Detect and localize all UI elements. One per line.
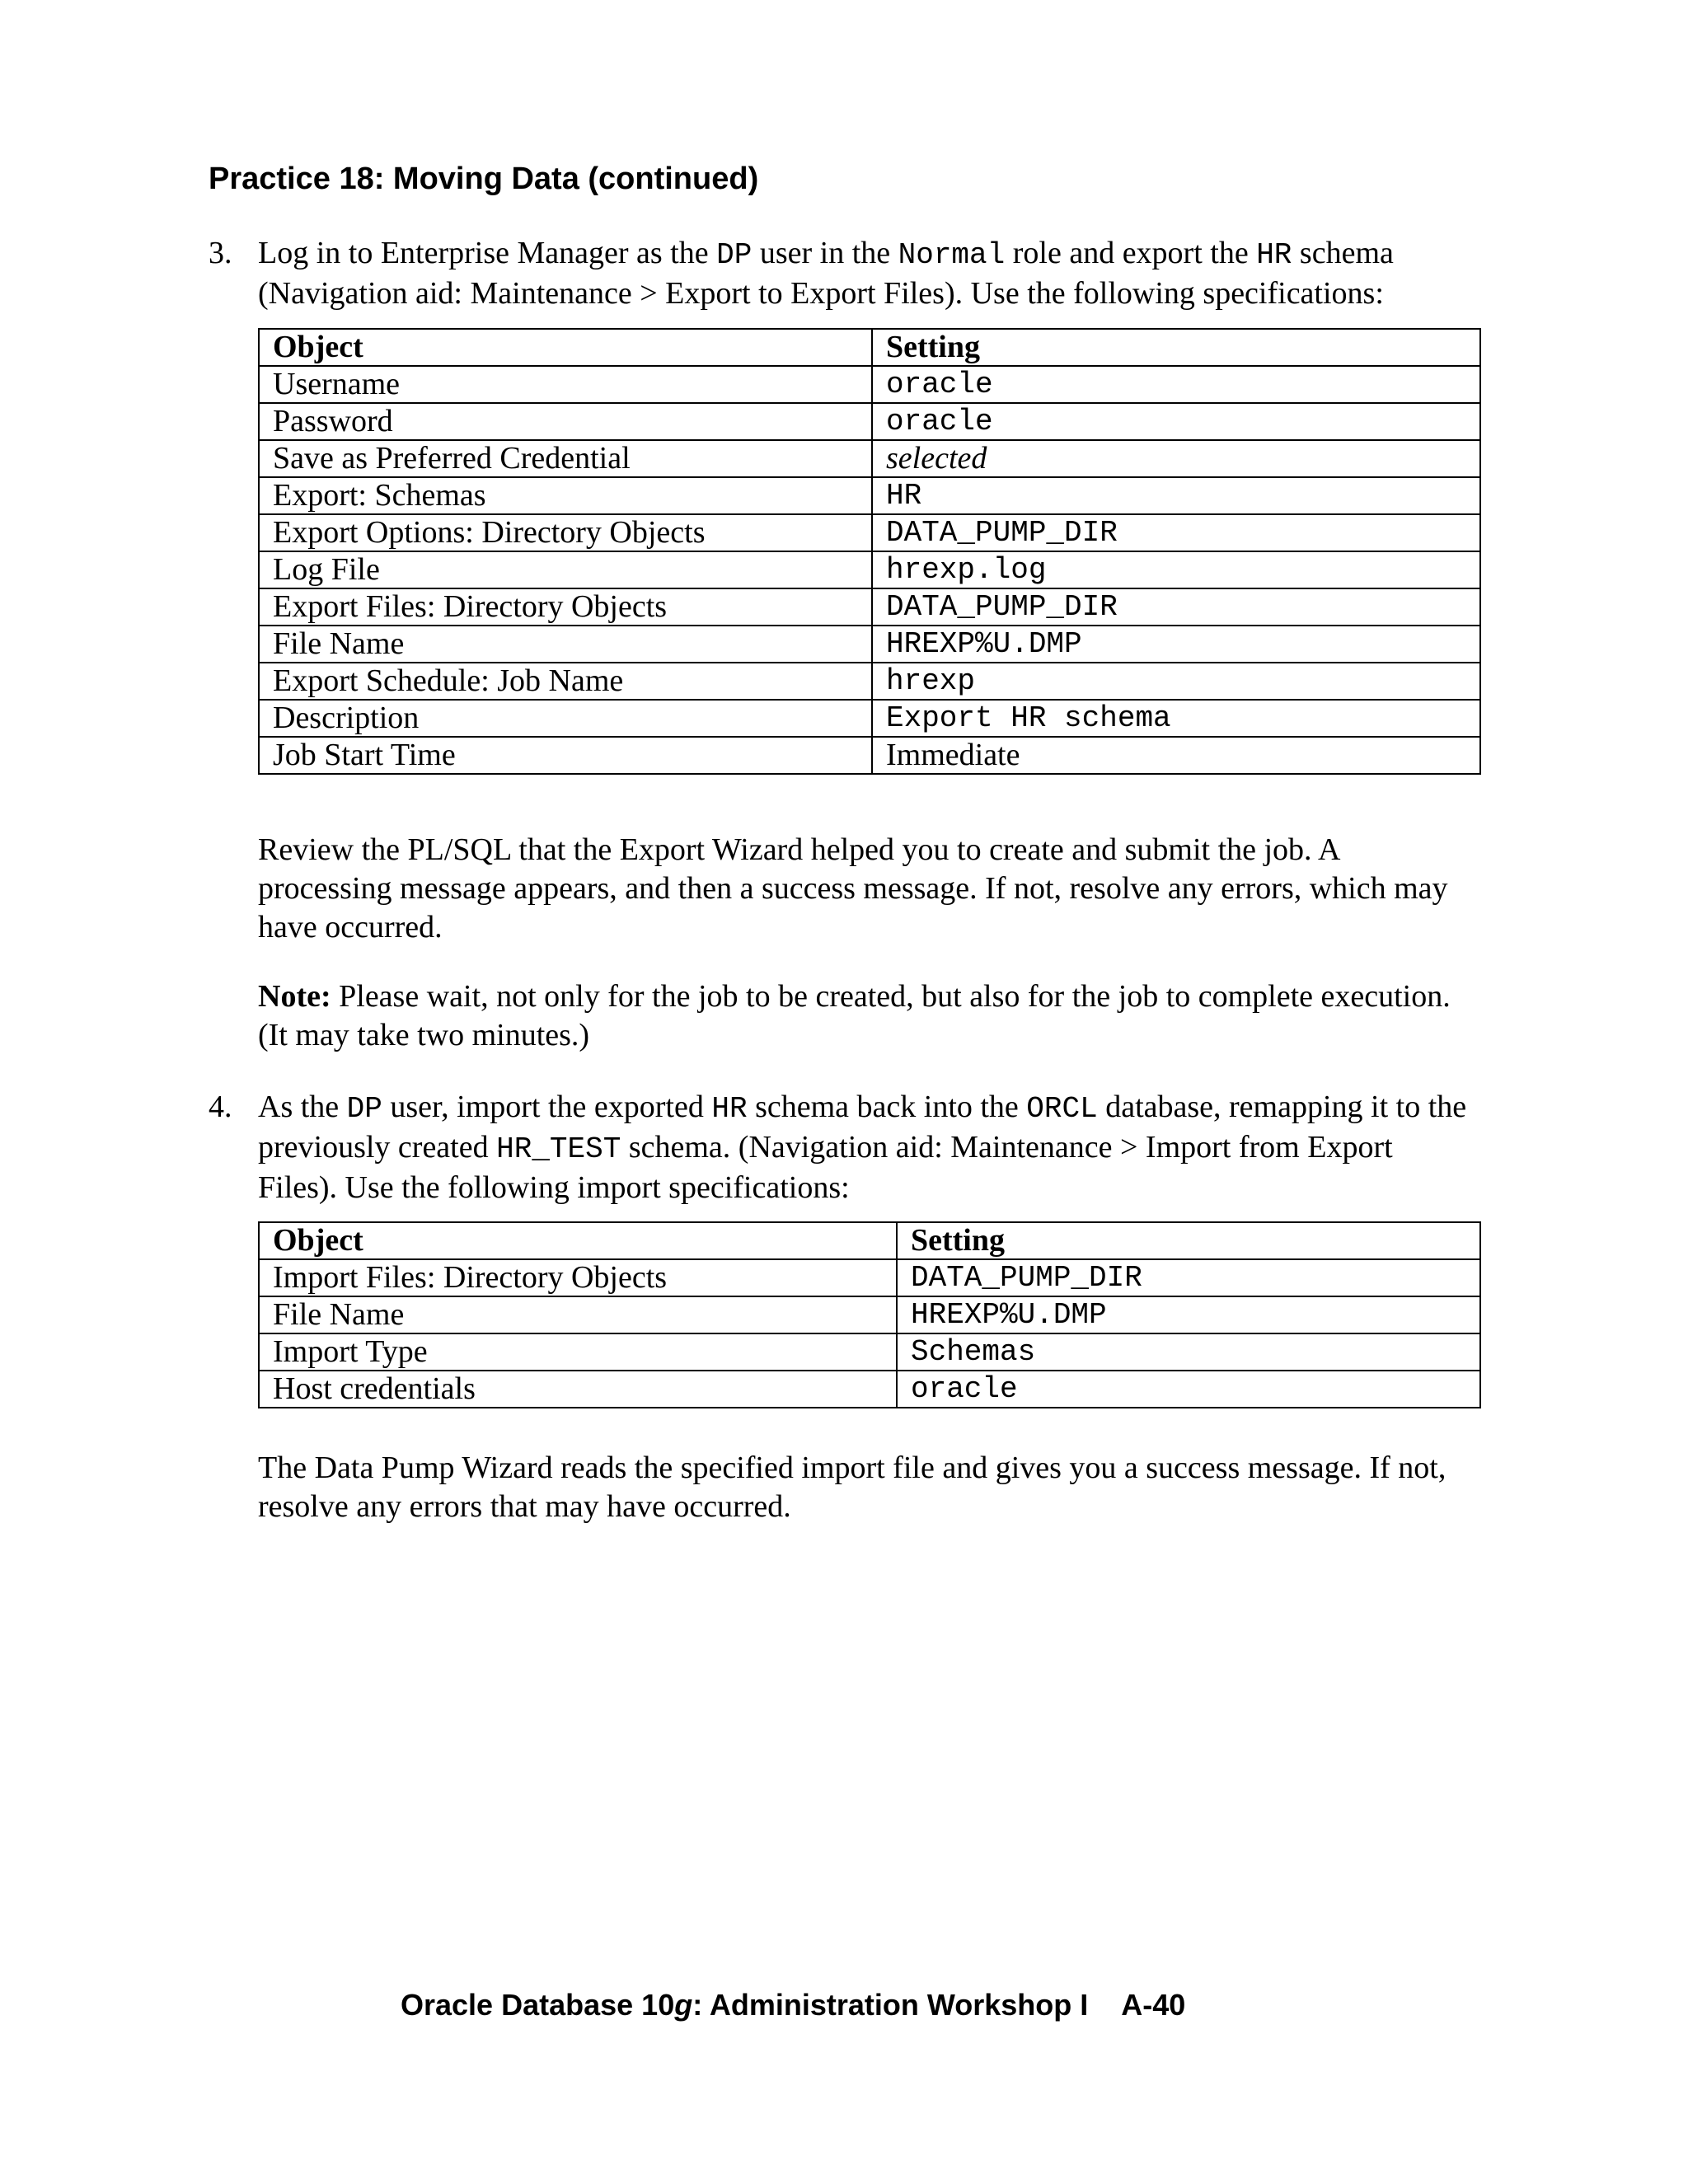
step-3-text: Log in to Enterprise Manager as the DP user in the Normal role and export the HR schema (Navigation aid: Maintenance > Export to Export Files). Use the following specifications: [258, 236, 1394, 311]
object-cell: Import Files: Directory Objects [259, 1259, 897, 1296]
table-row [259, 440, 1480, 477]
code-dp: DP [716, 238, 753, 272]
setting-cell: oracle [872, 366, 1480, 403]
table-row [259, 700, 1480, 737]
object-cell: Job Start Time [259, 737, 872, 774]
object-cell: Import Type [259, 1333, 897, 1371]
table-row [259, 1259, 1480, 1296]
table-row [259, 1333, 1480, 1371]
table-row [259, 551, 1480, 588]
column-header-object: Object [259, 329, 872, 366]
setting-cell: HR [872, 477, 1480, 514]
table-row [259, 477, 1480, 514]
table-row [259, 626, 1480, 663]
object-cell: Export Files: Directory Objects [259, 588, 872, 626]
object-cell: Host credentials [259, 1371, 897, 1408]
object-cell: Export: Schemas [259, 477, 872, 514]
code-normal: Normal [898, 238, 1006, 272]
step-4 [209, 1088, 1478, 1207]
object-cell: Export Schedule: Job Name [259, 663, 872, 700]
step-4-number: 4. [209, 1090, 232, 1124]
table-row [259, 588, 1480, 626]
page-number: A-40 [1121, 1988, 1186, 2022]
table-row [259, 1371, 1480, 1408]
object-cell: Log File [259, 551, 872, 588]
table-header-row [259, 329, 1480, 366]
table-row [259, 663, 1480, 700]
setting-cell: oracle [872, 403, 1480, 440]
setting-cell: hrexp [872, 663, 1480, 700]
step-3 [209, 234, 1478, 313]
table-row [259, 366, 1480, 403]
closing-paragraph: The Data Pump Wizard reads the specified import file and gives you a success message. If not, resolve any errors that may have occurred. [258, 1451, 1447, 1524]
object-cell: Description [259, 700, 872, 737]
setting-cell: Export HR schema [872, 700, 1480, 737]
object-cell: File Name [259, 626, 872, 663]
table-row [259, 737, 1480, 774]
setting-cell: DATA_PUMP_DIR [872, 514, 1480, 551]
setting-cell: Schemas [897, 1333, 1480, 1371]
code-orcl: ORCL [1026, 1092, 1098, 1126]
review-paragraph: Review the PL/SQL that the Export Wizard helped you to create and submit the job. A processing message appears, and then a success message. If not, resolve any errors, which may have occurred. [258, 832, 1448, 944]
step-4-text: As the DP user, import the exported HR schema back into the ORCL database, remapping it to the previously created HR_TEST schema. (Navigation aid: Maintenance > Import from Export Files). Use the following import specifications: [258, 1090, 1467, 1205]
column-header-setting: Setting [897, 1222, 1480, 1259]
object-cell: Username [259, 366, 872, 403]
column-header-object: Object [259, 1222, 897, 1259]
object-cell: File Name [259, 1296, 897, 1333]
footer-text: Oracle Database 10g: Administration Workshop I A-40 [401, 1988, 1186, 2022]
code-hr: HR [711, 1092, 748, 1126]
note-text: Please wait, not only for the job to be created, but also for the job to complete execution. (It may take two minutes.) [258, 979, 1451, 1052]
setting-cell: selected [872, 440, 1480, 477]
setting-cell: HREXP%U.DMP [872, 626, 1480, 663]
column-header-setting: Setting [872, 329, 1480, 366]
note-label: Note: [258, 979, 331, 1014]
code-hr: HR [1256, 238, 1292, 272]
setting-cell: HREXP%U.DMP [897, 1296, 1480, 1333]
export-spec-table [258, 328, 1481, 775]
table-row [259, 403, 1480, 440]
object-cell: Password [259, 403, 872, 440]
import-spec-table [258, 1221, 1481, 1408]
step-3-number: 3. [209, 236, 232, 270]
setting-cell: hrexp.log [872, 551, 1480, 588]
code-dp: DP [346, 1092, 382, 1126]
setting-cell: Immediate [872, 737, 1480, 774]
setting-cell: oracle [897, 1371, 1480, 1408]
table-header-row [259, 1222, 1480, 1259]
page-heading: Practice 18: Moving Data (continued) [209, 162, 759, 196]
setting-cell: DATA_PUMP_DIR [872, 588, 1480, 626]
code-hr-test: HR_TEST [496, 1132, 621, 1166]
table-row [259, 514, 1480, 551]
object-cell: Save as Preferred Credential [259, 440, 872, 477]
table-row [259, 1296, 1480, 1333]
setting-cell: DATA_PUMP_DIR [897, 1259, 1480, 1296]
note-paragraph [258, 977, 1478, 1055]
object-cell: Export Options: Directory Objects [259, 514, 872, 551]
